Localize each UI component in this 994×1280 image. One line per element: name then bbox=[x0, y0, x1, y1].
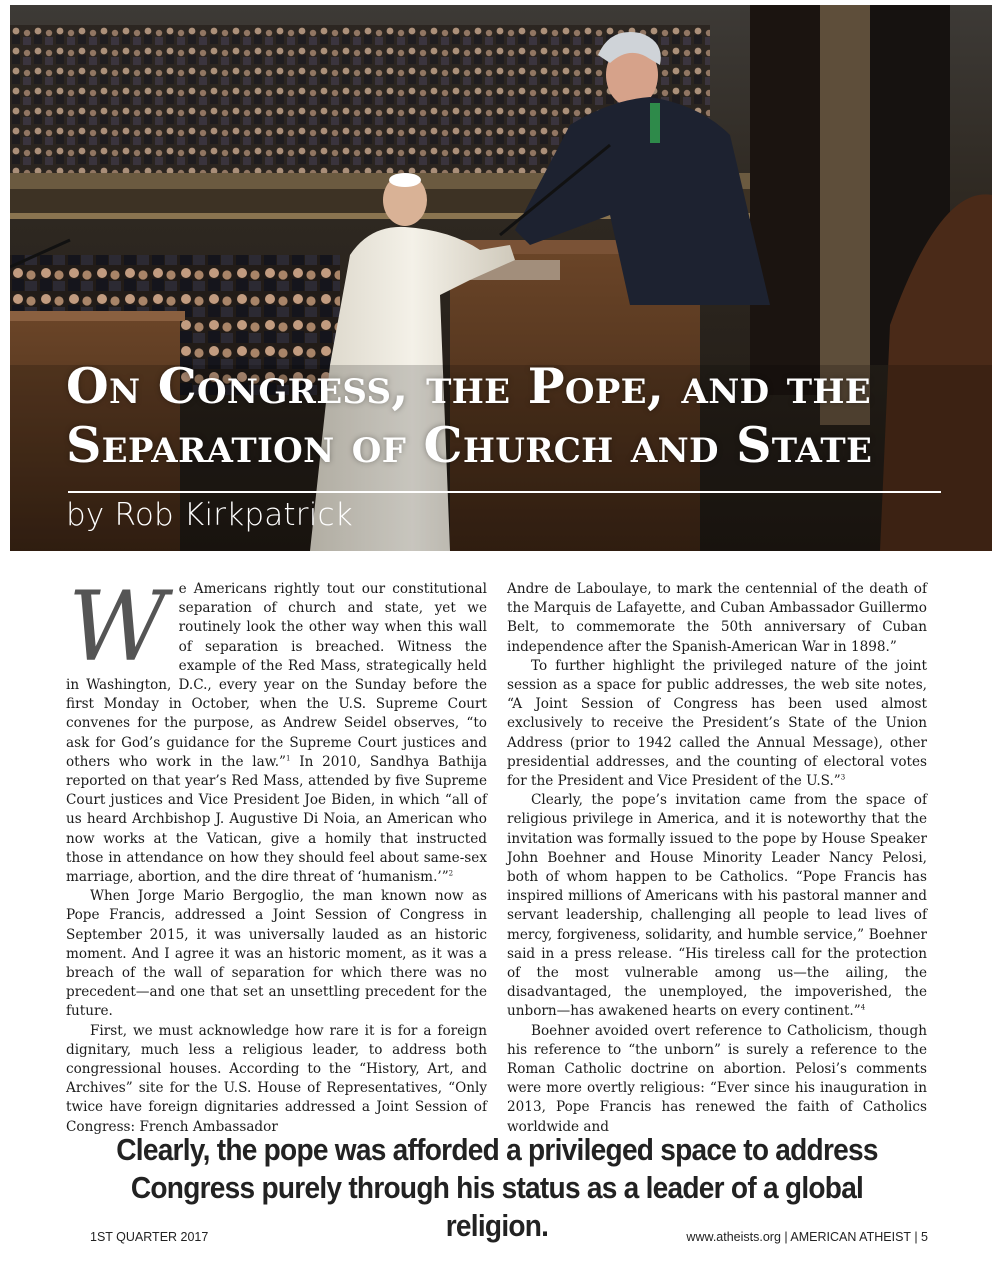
paragraph: We Americans rightly tout our constitutional separation of church and state, yet we routinely look the other way when this wall of separation is breached. Witness the example of the Red Mass, strategically held in Washington, D.C., every year on the Sunday before the first Monday in October, when the U.S. Supreme Court convenes for the purpose, as Andrew Seidel observes, “to ask for God’s guidance for the Supreme Court justices and others who work in the law.”$^1$ In 2010, Sandhya Bathija reported on that year’s Red Mass, attended by five Supreme Court justices and Vice President Joe Biden, in which “all of us heard Archbishop J. Augustive Di Noia, an American who now works at the Vatican, give a homily that instructed those in attendance on how they should feel about same-sex marriage, abortion, and the dire threat of ‘humanism.’”$^2$ bbox=[66, 571, 487, 886]
article-title-line-2: Separation of Church and State bbox=[66, 416, 873, 474]
paragraph: Andre de Laboulaye, to mark the centennial of the death of the Marquis de Lafayette, and Cuban Ambassador Guillermo Belt, to commemorate the 50th anniversary of Cuban independence after the Spanish-American War in 1898.” bbox=[507, 581, 927, 655]
paragraph: Boehner avoided overt reference to Catholicism, though his reference to “the unborn” is surely a reference to the Roman Catholic doctrine on abortion. Pelosi’s comments were more overtly religious: “Ever since his inauguration in 2013, Pope Francis has renewed the faith of Catholics worldwide and bbox=[507, 1022, 927, 1135]
footer-credits: www.atheists.org | AMERICAN ATHEIST | 5 bbox=[686, 1230, 928, 1244]
page-number: 5 bbox=[921, 1230, 928, 1244]
title-rule bbox=[68, 491, 941, 493]
article-title bbox=[66, 357, 946, 475]
drop-cap: W bbox=[68, 571, 167, 683]
paragraph: First, we must acknowledge how rare it is for a foreign dignitary, much less a religious leader, to address both congressional houses. According to the “History, Art, and Archives” site for the U.S. House of Representatives, “Only twice have foreign dignitaries addressed a Joint Session of Congress: French Ambassador bbox=[66, 1022, 487, 1135]
footer-issue: 1ST QUARTER 2017 bbox=[90, 1230, 209, 1244]
pull-quote-line-2: Congress purely through his status as a leader of a global religion. bbox=[130, 1171, 864, 1243]
hero-photo bbox=[10, 5, 992, 551]
paragraph: Clearly, the pope’s invitation came from the space of religious privilege in America, and it is noteworthy that the invitation was formally issued to the pope by House Speaker John Boehner and House Minority Leader Nancy Pelosi, both of whom happen to be Catholics. “Pope Francis has inspired millions of Americans with his pastoral manner and servant leadership, challenging all people to lead lives of mercy, forgiveness, solidarity, and humble service,” Boehner said in a press release. “His tireless call for the protection of the most vulnerable among us—the ailing, the disadvantaged, the unemployed, the impoverished, the unborn—has awakened hearts on every continent.”$^4$ bbox=[507, 792, 927, 1020]
body-column-right bbox=[507, 580, 927, 1137]
pull-quote-line-1: Clearly, the pope was afforded a privileged space to address bbox=[116, 1133, 878, 1167]
paragraph: When Jorge Mario Bergoglio, the man known now as Pope Francis, addressed a Joint Session of Congress in September 2015, it was universally lauded as an historic moment. And I agree it was an historic moment, as it was a breach of the wall of separation for which there was no precedent—and one that set an unsettling precedent for the future. bbox=[66, 888, 487, 1020]
pull-quote bbox=[77, 1131, 918, 1245]
paragraph: To further highlight the privileged nature of the joint session as a space for public addresses, the web site notes, “A Joint Session of Congress has been used almost exclusively to receive the President’s State of the Union Address (prior to 1942 called the Annual Message), other presidential addresses, and the counting of electoral votes for the President and Vice President of the U.S.”$^3$ bbox=[507, 657, 927, 790]
body-column-left bbox=[66, 571, 487, 1137]
footer-site: www.atheists.org bbox=[686, 1230, 781, 1244]
footer-magazine: AMERICAN ATHEIST bbox=[790, 1230, 911, 1244]
byline: by Rob Kirkpatrick bbox=[66, 497, 353, 533]
article-title-line-1: On Congress, the Pope, and the bbox=[66, 357, 872, 415]
